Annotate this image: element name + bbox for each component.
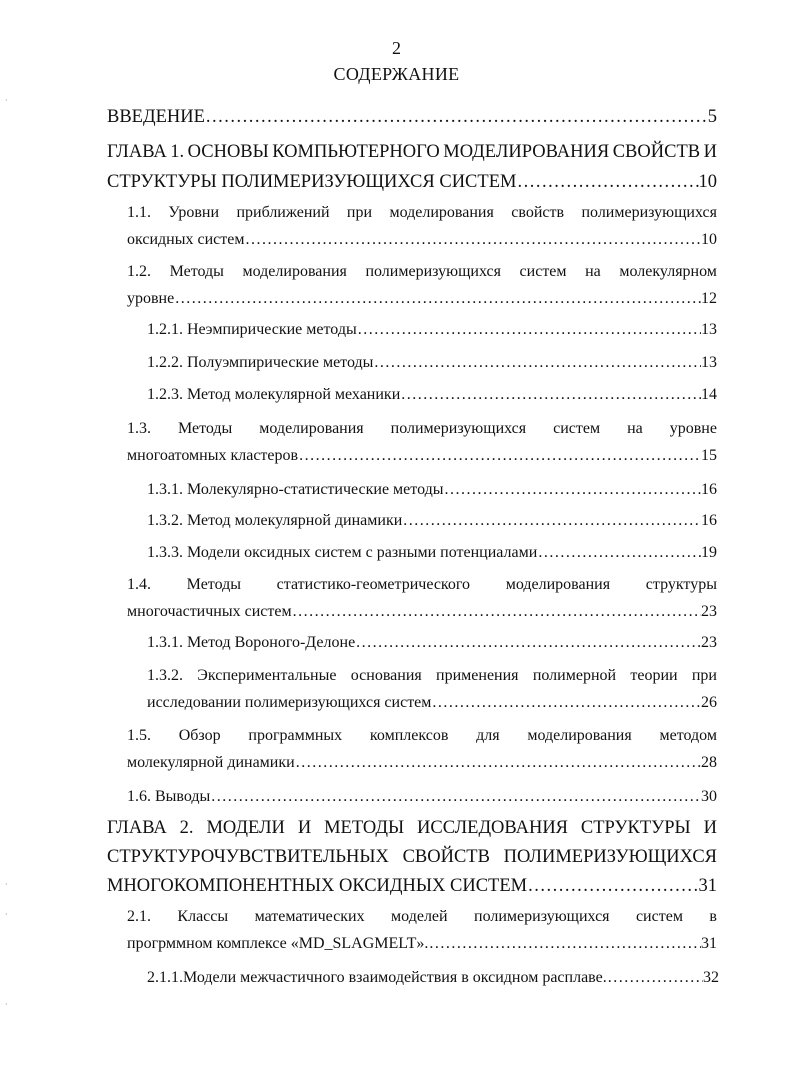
- dot-leader: [292, 599, 701, 625]
- margin-mark: ·: [5, 910, 8, 919]
- toc-entry-line: [127, 931, 717, 957]
- toc-entry-line: [127, 443, 717, 469]
- toc-entry-word: ПОЛИМЕРИЗУЮЩИХСЯ: [503, 847, 717, 867]
- toc-entry-line: [127, 904, 717, 930]
- toc-entry-title: уровне: [127, 290, 175, 307]
- dot-leader: [428, 931, 701, 957]
- toc-entry-word: при: [691, 667, 717, 684]
- toc-entry-word: статистико-геометрического: [276, 576, 471, 593]
- toc-page-number: 15: [701, 447, 717, 464]
- toc-entry-word: Уровни: [168, 204, 220, 221]
- toc-page-number: 13: [701, 321, 717, 338]
- toc-entry-word: Методы: [177, 420, 233, 437]
- toc-entry-title: МНОГОКОМПОНЕНТНЫХ ОКСИДНЫХ СИСТЕМ: [107, 876, 528, 896]
- margin-mark: ·: [5, 96, 8, 105]
- dot-leader: [431, 690, 701, 716]
- toc-entry-word: СВОЙСТВ: [402, 847, 490, 867]
- toc-entry-word: приближений: [236, 204, 330, 221]
- toc-entry-line: [127, 723, 717, 749]
- toc-entry-line: [107, 844, 717, 870]
- toc-entry-word: 1.3.2.: [147, 667, 183, 684]
- page-number: 2: [392, 38, 401, 58]
- toc-entry-line: [107, 169, 717, 195]
- toc-entry-word: молекулярном: [619, 263, 717, 280]
- toc-entry-word: 1.1.: [127, 204, 151, 221]
- toc-page-number: 13: [701, 354, 717, 371]
- toc-entry-line: [127, 784, 717, 810]
- toc-entry-word: И: [703, 818, 717, 838]
- toc-entry-line: [107, 104, 717, 130]
- dot-leader: [355, 630, 701, 656]
- toc-entry-word: применения: [436, 667, 519, 684]
- toc-entry-line: [147, 317, 717, 343]
- toc-page-number: 16: [701, 481, 717, 498]
- toc-entry-word: Методы: [169, 263, 224, 280]
- toc-entry-word: полимеризующихся: [365, 263, 501, 280]
- toc-entry-title: молекулярной динамики: [127, 754, 295, 771]
- toc-entry-word: И: [297, 818, 312, 838]
- toc-page-number: 31: [701, 935, 717, 952]
- toc-entry-word: моделирования: [259, 420, 364, 437]
- toc-entry-title: прогрммном комплексе «MD_SLAGMELT».: [127, 935, 429, 952]
- toc-page-number: 12: [701, 290, 717, 307]
- toc-page-number: 32: [703, 969, 719, 986]
- toc-entry-word: ОСНОВЫ: [187, 142, 269, 162]
- toc-page-number: 26: [701, 694, 717, 711]
- toc-entry-word: при: [346, 204, 373, 221]
- dot-leader: [295, 750, 701, 776]
- toc-entry-word: математических: [254, 908, 365, 925]
- toc-page-number: 23: [701, 603, 717, 620]
- toc-entry-word: СВОЙСТВ: [612, 142, 701, 162]
- toc-entry-word: программных: [248, 727, 343, 744]
- toc-entry-line: [147, 540, 717, 566]
- toc-page-number: 10: [698, 172, 717, 192]
- toc-entry-word: структуры: [645, 576, 717, 593]
- dot-leader: [357, 317, 701, 343]
- toc-entry-word: ИССЛЕДОВАНИЯ: [417, 818, 569, 838]
- dot-leader: [402, 508, 701, 534]
- toc-entry-title: 1.6. Выводы: [127, 788, 211, 805]
- toc-entry-title: 2.1.1.Модели межчастичного взаимодействия в оксидном расплаве.: [147, 969, 607, 986]
- toc-entry-title: 1.3.1. Метод Вороного-Делоне: [147, 634, 356, 651]
- toc-entry-word: моделирования: [242, 263, 347, 280]
- toc-entry-word: основания: [350, 667, 422, 684]
- toc-entry-title: 1.3.3. Модели оксидных систем с разными потенциалами: [147, 544, 538, 561]
- toc-entry-word: на: [627, 420, 643, 437]
- toc-title: СОДЕРЖАНИЕ: [333, 64, 460, 84]
- toc-entry-word: моделей: [391, 908, 448, 925]
- toc-entry-word: 1.2.: [127, 263, 151, 280]
- toc-entry-line: [127, 750, 717, 776]
- toc-entry-title: многочастичных систем: [127, 603, 292, 620]
- toc-entry-line: [107, 815, 717, 841]
- toc-entry-word: моделирования: [505, 576, 611, 593]
- toc-page-number: 14: [701, 386, 717, 403]
- toc-entry-word: СТРУКТУРЫ: [580, 818, 691, 838]
- toc-page-number: 19: [701, 544, 717, 561]
- toc-entry-title: 1.3.1. Молекулярно-статистические методы: [147, 481, 444, 498]
- toc-entry-title: 1.2.3. Метод молекулярной механики: [147, 386, 401, 403]
- toc-entry-word: свойств: [511, 204, 565, 221]
- dot-leader: [444, 477, 702, 503]
- dot-leader: [244, 227, 701, 253]
- dot-leader: [373, 350, 701, 376]
- toc-entry-word: полимеризующихся: [474, 908, 610, 925]
- toc-entry-word: теории: [630, 667, 678, 684]
- toc-entry-title: СТРУКТУРЫ ПОЛИМЕРИЗУЮЩИХСЯ СИСТЕМ: [107, 172, 517, 192]
- toc-entry-word: 1.4.: [127, 576, 151, 593]
- toc-entry-line: [127, 286, 717, 312]
- toc-entry-line: [127, 416, 717, 442]
- toc-page-number: 10: [701, 231, 717, 248]
- toc-entry-word: на: [585, 263, 601, 280]
- toc-entry-word: полимерной: [532, 667, 617, 684]
- toc-entry-line: [107, 873, 717, 899]
- dot-leader: [174, 286, 701, 312]
- toc-entry-word: для: [476, 727, 500, 744]
- toc-page-number: 30: [701, 788, 717, 805]
- toc-entry-line: [147, 630, 717, 656]
- toc-entry-word: методом: [659, 727, 717, 744]
- dot-leader: [537, 540, 701, 566]
- toc-entry-line: [147, 382, 717, 408]
- toc-entry-word: Обзор: [178, 727, 221, 744]
- toc-entry-line: [127, 599, 717, 625]
- toc-entry-title: оксидных систем: [127, 231, 245, 248]
- toc-entry-word: в: [709, 908, 717, 925]
- toc-entry-title: ВВЕДЕНИЕ: [107, 107, 205, 127]
- toc-entry-line: [147, 477, 717, 503]
- toc-entry-line: [107, 139, 717, 165]
- toc-entry-title: 1.2.1. Неэмпирические методы: [147, 321, 357, 338]
- toc-entry-title: 1.3.2. Метод молекулярной динамики: [147, 512, 403, 529]
- toc-entry-word: 1.: [170, 142, 185, 162]
- toc-entry-line: [147, 508, 717, 534]
- toc-entry-line: [127, 259, 717, 285]
- toc-entry-word: СТРУКТУРОЧУВСТВИТЕЛЬНЫХ: [107, 847, 389, 867]
- toc-entry-word: комплексов: [369, 727, 449, 744]
- toc-page-number: 5: [707, 107, 717, 127]
- dot-leader: [205, 104, 708, 130]
- toc-entry-line: [147, 350, 717, 376]
- toc-entry-line: [127, 200, 717, 226]
- toc-entry-title: 1.2.2. Полуэмпирические методы: [147, 354, 374, 371]
- dot-leader: [527, 873, 698, 899]
- toc-entry-word: Методы: [186, 576, 241, 593]
- toc-entry-word: полимеризующихся: [581, 204, 717, 221]
- toc-page-number: 16: [701, 512, 717, 529]
- toc-entry-word: ГЛАВА: [107, 142, 167, 162]
- dot-leader: [298, 443, 701, 469]
- toc-entry-line: [147, 663, 717, 689]
- toc-entry-word: КОМПЬЮТЕРНОГО: [272, 142, 440, 162]
- toc-entry-word: 1.3.: [127, 420, 151, 437]
- toc-entry-word: 2.: [179, 818, 194, 838]
- margin-mark: ·: [5, 1000, 8, 1009]
- toc-entry-word: систем: [635, 908, 683, 925]
- toc-entry-word: моделирования: [527, 727, 632, 744]
- toc-entry-line: [127, 227, 717, 253]
- dot-leader: [400, 382, 701, 408]
- toc-entry-word: ГЛАВА: [107, 818, 167, 838]
- toc-page-number: 28: [701, 754, 717, 771]
- toc-entry-word: полимеризующихся: [390, 420, 527, 437]
- toc-entry-word: Классы: [177, 908, 229, 925]
- margin-mark: ·: [5, 880, 8, 889]
- toc-page-number: 31: [698, 876, 717, 896]
- toc-entry-title: многоатомных кластеров: [127, 447, 299, 464]
- toc-entry-word: моделирования: [389, 204, 494, 221]
- toc-entry-word: МОДЕЛИ: [206, 818, 285, 838]
- toc-page-number: 23: [701, 634, 717, 651]
- toc-entry-word: Экспериментальные: [197, 667, 337, 684]
- toc-entry-word: 2.1.: [127, 908, 151, 925]
- toc-entry-line: [147, 690, 717, 716]
- toc-entry-word: И: [703, 142, 717, 162]
- toc-entry-word: 1.5.: [127, 727, 151, 744]
- dot-leader: [607, 965, 703, 991]
- toc-entry-word: уровне: [669, 420, 717, 437]
- toc-entry-line: [147, 965, 719, 991]
- toc-entry-word: МОДЕЛИРОВАНИЯ: [443, 142, 610, 162]
- dot-leader: [210, 784, 701, 810]
- toc-entry-line: [127, 572, 717, 598]
- toc-entry-word: МЕТОДЫ: [324, 818, 405, 838]
- toc-entry-word: систем: [519, 263, 567, 280]
- toc-entry-word: систем: [553, 420, 601, 437]
- dot-leader: [516, 169, 698, 195]
- toc-entry-title: исследовании полимеризующихся систем: [147, 694, 432, 711]
